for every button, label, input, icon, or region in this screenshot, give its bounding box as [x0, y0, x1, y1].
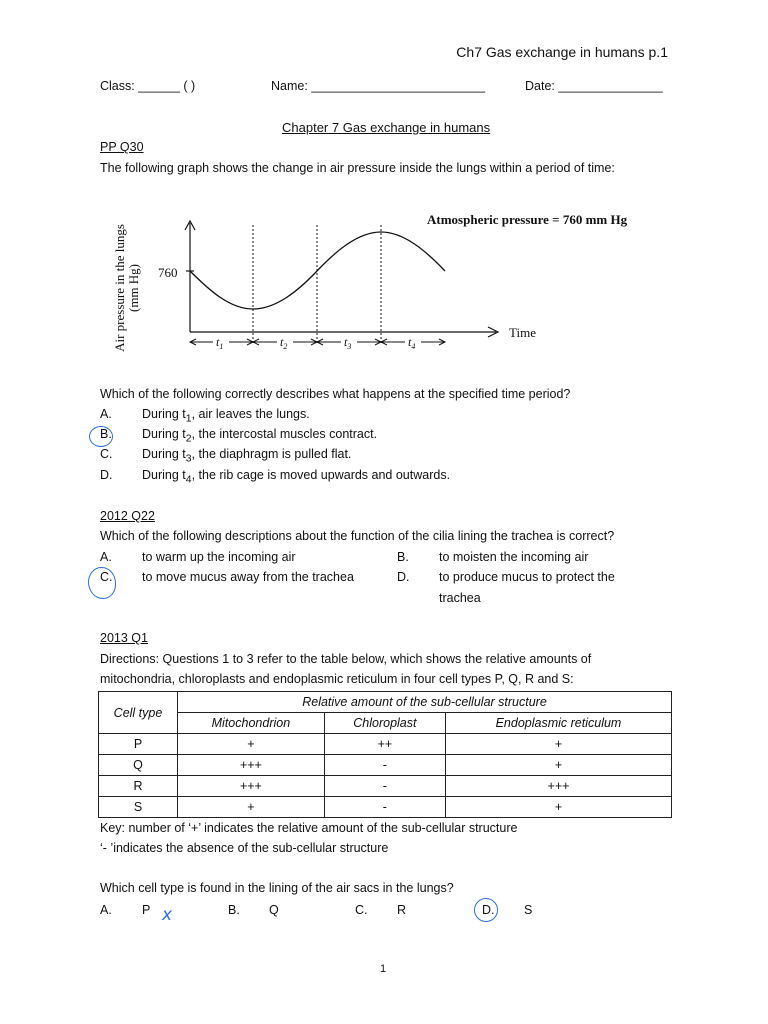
- q3-option-d-text: S: [524, 903, 533, 917]
- q2-option-b-text: to moisten the incoming air: [439, 550, 589, 564]
- table-row: S + - +: [99, 797, 672, 818]
- q3-question: Which cell type is found in the lining of the air sacs in the lungs?: [100, 881, 454, 895]
- interval-label-t3: $t_3$: [344, 335, 352, 351]
- page-number: 1: [380, 963, 387, 975]
- answer-circle-q1-b: [89, 426, 113, 447]
- q3-option-b-letter: B.: [228, 903, 240, 917]
- q3-option-b-text: Q: [269, 903, 279, 917]
- q1-option-d-letter: D.: [100, 468, 113, 482]
- q3-option-a-text: P: [142, 903, 151, 917]
- q1-question: Which of the following correctly describes what happens at the specified time period?: [100, 387, 571, 401]
- q3-option-c-letter: C.: [355, 903, 368, 917]
- q1-option-b-letter: B.: [100, 427, 112, 441]
- q2-ref: 2012 Q22: [100, 509, 155, 523]
- graph-x-label: Time: [509, 325, 536, 340]
- q2-option-d-text-line2: trachea: [439, 591, 481, 605]
- q2-option-c-text: to move mucus away from the trachea: [142, 570, 354, 584]
- table-key-line2: ‘- ’indicates the absence of the sub-cellular structure: [100, 841, 389, 855]
- q2-stem: Which of the following descriptions about the function of the cilia lining the trachea is correct?: [100, 529, 615, 543]
- q2-option-a-text: to warm up the incoming air: [142, 550, 296, 564]
- q1-ref: PP Q30: [100, 140, 144, 154]
- q3-stem-line2: mitochondria, chloroplasts and endoplasmic reticulum in four cell types P, Q, R and S:: [100, 672, 574, 686]
- q3-option-c-text: R: [397, 903, 407, 917]
- table-row: R +++ - +++: [99, 776, 672, 797]
- graph-ylabel-line2: (mm Hg): [126, 263, 141, 313]
- q3-stem-line1: Directions: Questions 1 to 3 refer to the table below, which shows the relative amounts of: [100, 652, 592, 666]
- q1-option-a-text: During $t_1$, air leaves the lungs.: [142, 407, 310, 425]
- q1-option-d-text: During $t_4$, the rib cage is moved upwards and outwards.: [142, 468, 451, 486]
- answer-circle-q3-d: [474, 898, 498, 922]
- class-field-label: Class: ______ ( ): [100, 79, 196, 93]
- q1-stem: The following graph shows the change in air pressure inside the lungs within a period of time:: [100, 161, 615, 175]
- q3-ref: 2013 Q1: [100, 631, 148, 645]
- answer-circle-q2-c: [88, 567, 116, 599]
- graph-y-tick-760: 760: [158, 265, 178, 280]
- q3-option-d-letter: D.: [482, 903, 495, 917]
- table-row: P + ++ +: [99, 734, 672, 755]
- q2-option-d-letter: D.: [397, 570, 410, 584]
- table-header-group: Relative amount of the sub-cellular structure: [178, 692, 672, 713]
- q3-option-a-letter: A.: [100, 903, 112, 917]
- pressure-graph: [100, 205, 660, 370]
- header-title: Ch7 Gas exchange in humans p.1: [456, 44, 668, 60]
- name-field-label: Name: _________________________: [271, 79, 486, 93]
- q1-option-c-text: During $t_3$, the diaphragm is pulled flat.: [142, 447, 352, 465]
- date-field-label: Date: _______________: [525, 79, 663, 93]
- graph-ylabel-line1: Air pressure in the lungs: [112, 224, 127, 352]
- q1-option-a-letter: A.: [100, 407, 112, 421]
- q1-option-b-text: During $t_2$, the intercostal muscles contract.: [142, 427, 378, 445]
- interval-label-t2: $t_2$: [280, 335, 288, 351]
- interval-label-t1: $t_1$: [216, 335, 224, 351]
- table-header-chloroplast: Chloroplast: [324, 713, 445, 734]
- q2-option-a-letter: A.: [100, 550, 112, 564]
- table-key-line1: Key: number of ‘+’ indicates the relative amount of the sub-cellular structure: [100, 821, 518, 835]
- q2-option-d-text-line1: to produce mucus to protect the: [439, 570, 615, 584]
- interval-label-t4: $t_4$: [408, 335, 416, 351]
- chapter-title: Chapter 7 Gas exchange in humans: [282, 120, 491, 135]
- q1-option-c-letter: C.: [100, 447, 113, 461]
- graph-annotation: Atmospheric pressure = 760 mm Hg: [427, 212, 628, 227]
- handwritten-cross-mark: x: [162, 905, 173, 925]
- cell-table: [98, 691, 672, 818]
- q2-option-c-letter: C.: [100, 570, 113, 584]
- q2-option-b-letter: B.: [397, 550, 409, 564]
- table-header-cell-type: Cell type: [99, 692, 178, 734]
- table-header-er: Endoplasmic reticulum: [445, 713, 671, 734]
- table-header-mitochondrion: Mitochondrion: [178, 713, 325, 734]
- table-row: Q +++ - +: [99, 755, 672, 776]
